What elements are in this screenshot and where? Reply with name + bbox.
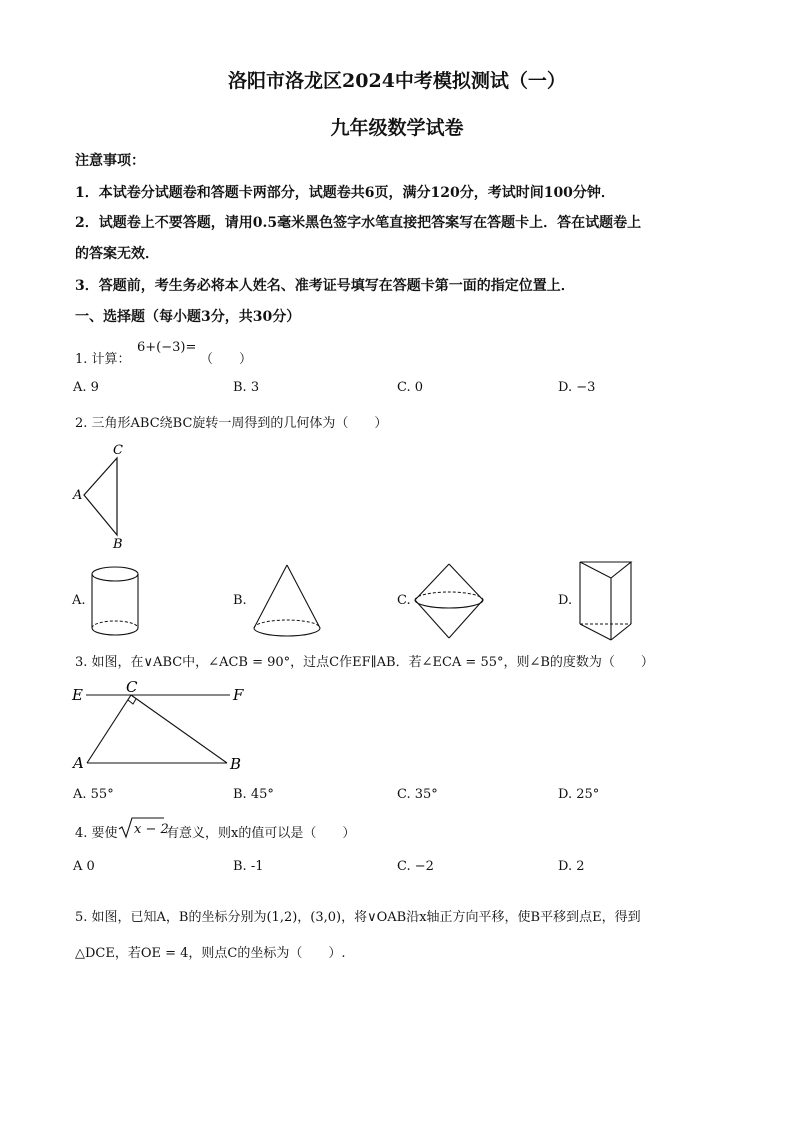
q4-suffix: 有意义，则x的值可以是（ ） [166,826,356,841]
q2-option-b: B. [233,593,247,608]
cylinder-icon [90,562,145,642]
q4-option-a: A 0 [73,859,95,874]
q3-label-a: A [73,754,84,772]
q2-text: 2. 三角形ABC绕BC旋转一周得到的几何体为（ ） [75,416,388,431]
q5-text-line2: △DCE，若OE = 4，则点C的坐标为（ ）. [75,946,346,961]
q1-prefix: 1. 计算： [75,352,131,367]
q4-option-c: C. −2 [397,859,434,874]
q3-figure [70,680,260,775]
q2-option-c: C. [397,593,411,608]
q4-radicand: x − 2 [134,822,169,837]
q1-answer-paren: （ ） [200,352,253,367]
q2-option-d: D. [558,593,573,608]
q5-text-line1: 5. 如图，已知A，B的坐标分别为(1,2)，(3,0)，将∨OAB沿x轴正方向平移，使B平移到点E，得到 [75,910,641,925]
q3-label-e: E [72,686,83,704]
q4-option-d: D. 2 [558,859,585,874]
q2-triangle-figure [60,440,140,555]
q1-option-a: A. 9 [73,380,99,395]
page-title: 洛阳市洛龙区2024中考模拟测试（一） [228,70,566,92]
q1-option-b: B. 3 [233,380,260,395]
notice-item-2-cont: 的答案无效． [75,246,159,262]
q1-expression: 6+(−3)= [137,340,197,355]
q2-label-b: B [113,537,123,552]
q3-option-b: B. 45° [233,787,274,802]
q3-text: 3. 如图，在∨ABC中，∠ACB = 90°，过点C作EF∥AB．若∠ECA = 55°，则∠B的度数为（ ） [75,655,654,670]
q3-label-b: B [230,755,242,773]
notice-heading: 注意事项： [75,153,145,169]
q2-option-a: A. [72,593,86,608]
q3-label-f: F [233,686,244,704]
section-heading: 一、选择题（每小题3分，共30分） [75,309,301,325]
q3-option-c: C. 35° [397,787,438,802]
q3-option-a: A. 55° [73,787,114,802]
notice-item-3: 3．答题前，考生务必将本人姓名、准考证号填写在答题卡第一面的指定位置上． [75,278,575,294]
q1-option-d: D. −3 [558,380,596,395]
notice-item-2: 2．试题卷上不要答题，请用0.5毫米黑色签字水笔直接把答案写在答题卡上．答在试题卷上 [75,215,642,231]
notice-item-1: 1．本试卷分试题卷和答题卡两部分，试题卷共6页，满分120分，考试时间100分钟． [75,185,615,201]
cone-icon [250,562,325,642]
q2-label-a: A [73,488,83,503]
q4-option-b: B. -1 [233,859,264,874]
q4-prefix: 4. 要使 [75,826,118,841]
double-cone-icon [413,562,488,642]
q3-label-c: C [126,678,138,696]
q2-label-c: C [113,443,123,458]
q1-option-c: C. 0 [397,380,424,395]
q3-option-d: D. 25° [558,787,600,802]
page-subtitle: 九年级数学试卷 [330,117,464,139]
triangular-prism-icon [575,558,635,643]
